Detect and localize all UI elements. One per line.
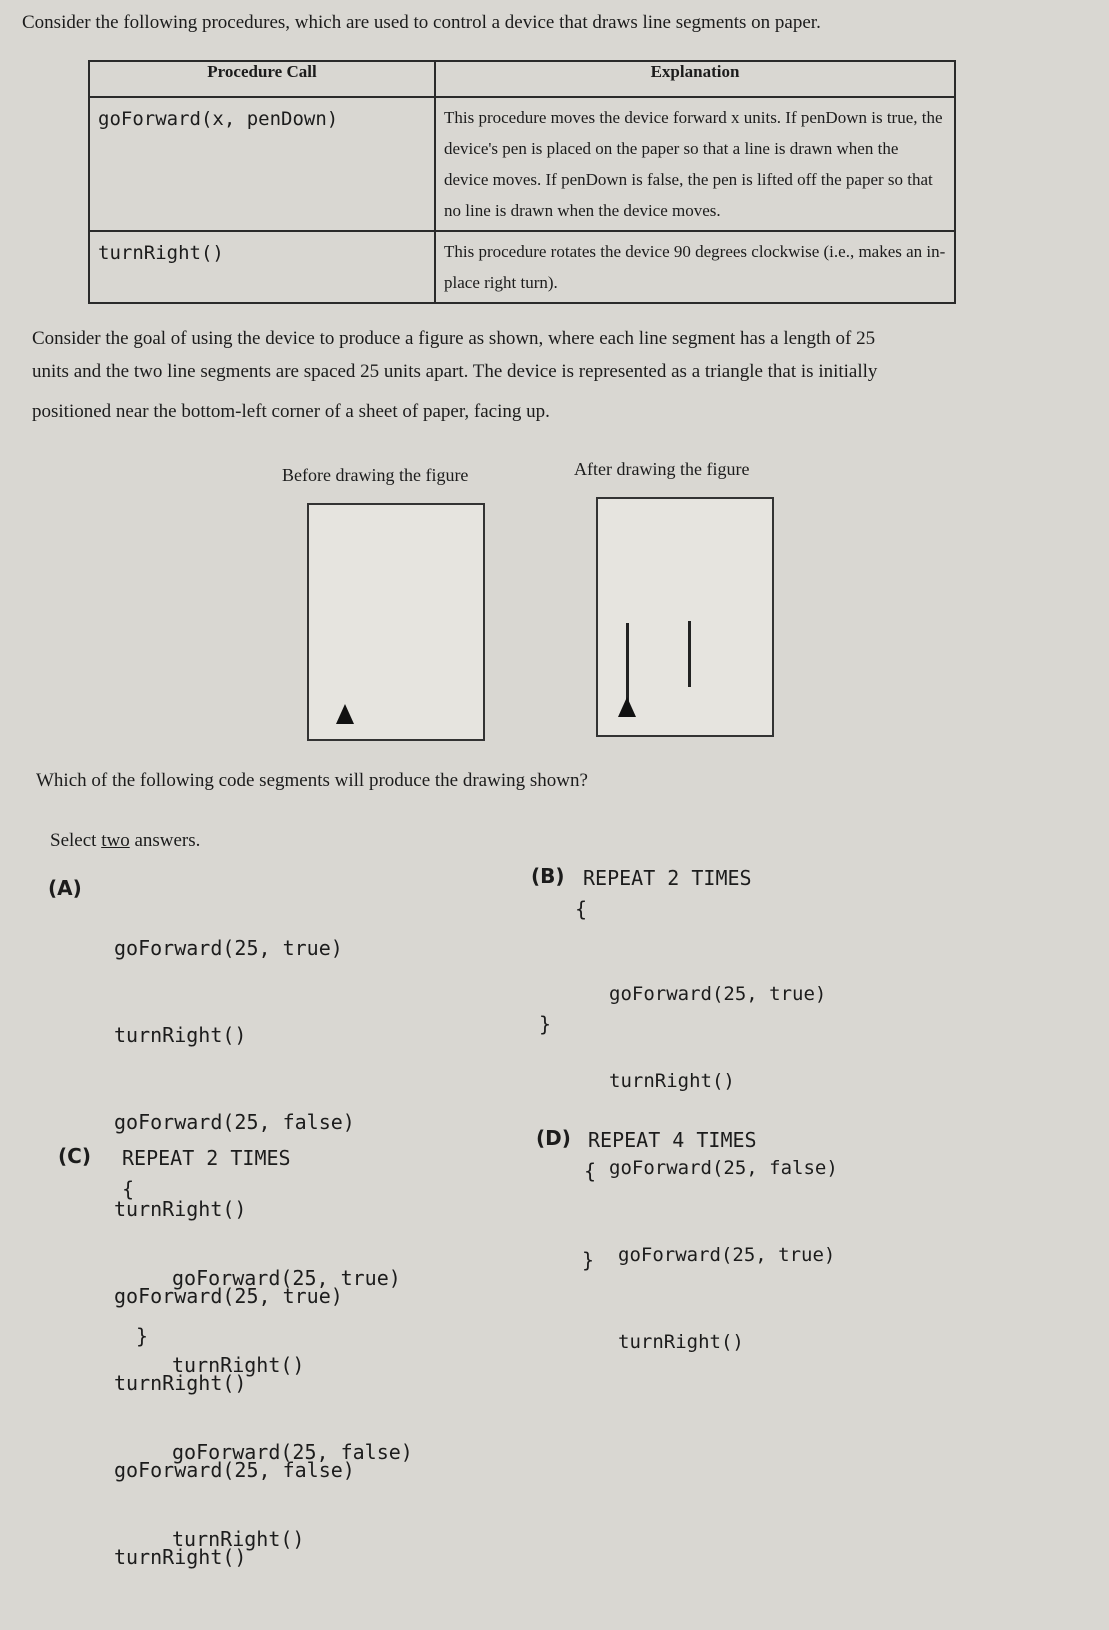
device-triangle-icon [618,697,636,717]
code-line: turnRight() [618,1331,744,1353]
code-line: turnRight() [172,1527,305,1551]
procedure-table [88,60,956,304]
option-d-open-brace: { [584,1159,597,1183]
option-b-close-brace: } [539,1012,552,1036]
option-c-header: REPEAT 2 TIMES [122,1146,291,1170]
code-line: goForward(25, true) [114,936,343,960]
procedure-explanation-turnright: This procedure rotates the device 90 degrees clockwise (i.e., makes an in-place right turn). [435,231,955,303]
option-d-header: REPEAT 4 TIMES [588,1128,757,1152]
code-line: goForward(25, true) [114,1284,343,1308]
goal-paragraph-line-2: units and the two line segments are spaced 25 units apart. The device is represented as a triangle that is initially [32,361,878,382]
code-line: turnRight() [172,1353,305,1377]
code-line: goForward(25, true) [172,1266,401,1290]
option-b-header: REPEAT 2 TIMES [583,866,752,890]
goal-paragraph-line-3: positioned near the bottom-left corner of a sheet of paper, facing up. [32,401,550,422]
code-line: turnRight() [609,1070,735,1092]
select-emphasis: two [101,830,130,851]
code-line: turnRight() [114,1197,247,1221]
code-line: goForward(25, false) [114,1458,355,1482]
option-c-code [172,1206,413,1612]
after-figure-caption: After drawing the figure [574,459,750,479]
header-explanation: Explanation [435,61,955,97]
code-line: goForward(25, false) [609,1157,838,1179]
code-line: goForward(25, true) [618,1244,836,1266]
option-b-open-brace: { [575,897,588,921]
code-line: turnRight() [114,1371,247,1395]
before-figure-caption: Before drawing the figure [282,465,469,485]
select-prefix: Select [50,830,102,851]
question-text: Which of the following code segments will produce the drawing shown? [36,770,588,791]
after-paper [596,497,774,737]
procedure-call-turnright: turnRight() [89,231,435,303]
option-a-label: (A) [48,876,82,900]
option-c-open-brace: { [122,1177,135,1201]
select-suffix: answers. [129,830,201,851]
option-d-code [618,1183,835,1415]
code-line: goForward(25, false) [172,1440,413,1464]
goal-paragraph-line-1: Consider the goal of using the device to produce a figure as shown, where each line segment has a length of 25 [32,328,876,349]
code-line: turnRight() [114,1545,247,1569]
procedure-call-goforward: goForward(x, penDown) [89,97,435,231]
line-segment-right [688,621,691,687]
option-c-close-brace: } [136,1324,149,1348]
table-row [89,97,955,231]
table-header-row [89,61,955,97]
intro-text: Consider the following procedures, which are used to control a device that draws line segments on paper. [22,12,821,33]
code-line: goForward(25, false) [114,1110,355,1134]
option-b-label: (B) [531,864,565,888]
select-instruction [50,830,200,852]
table-row [89,231,955,303]
option-c-label: (C) [58,1144,91,1168]
option-d-label: (D) [536,1126,571,1150]
option-d-close-brace: } [582,1248,595,1272]
procedure-explanation-goforward: This procedure moves the device forward x units. If penDown is true, the device's pen is placed on the paper so that a line is drawn when the device moves. If penDown is false, the pen is lifted off the paper so that no line is drawn when the device moves. [435,97,955,231]
device-triangle-icon [336,704,354,724]
code-line: turnRight() [114,1023,247,1047]
code-line: goForward(25, true) [609,983,827,1005]
line-segment-left [626,623,629,703]
before-paper [307,503,485,741]
header-procedure-call: Procedure Call [89,61,435,97]
